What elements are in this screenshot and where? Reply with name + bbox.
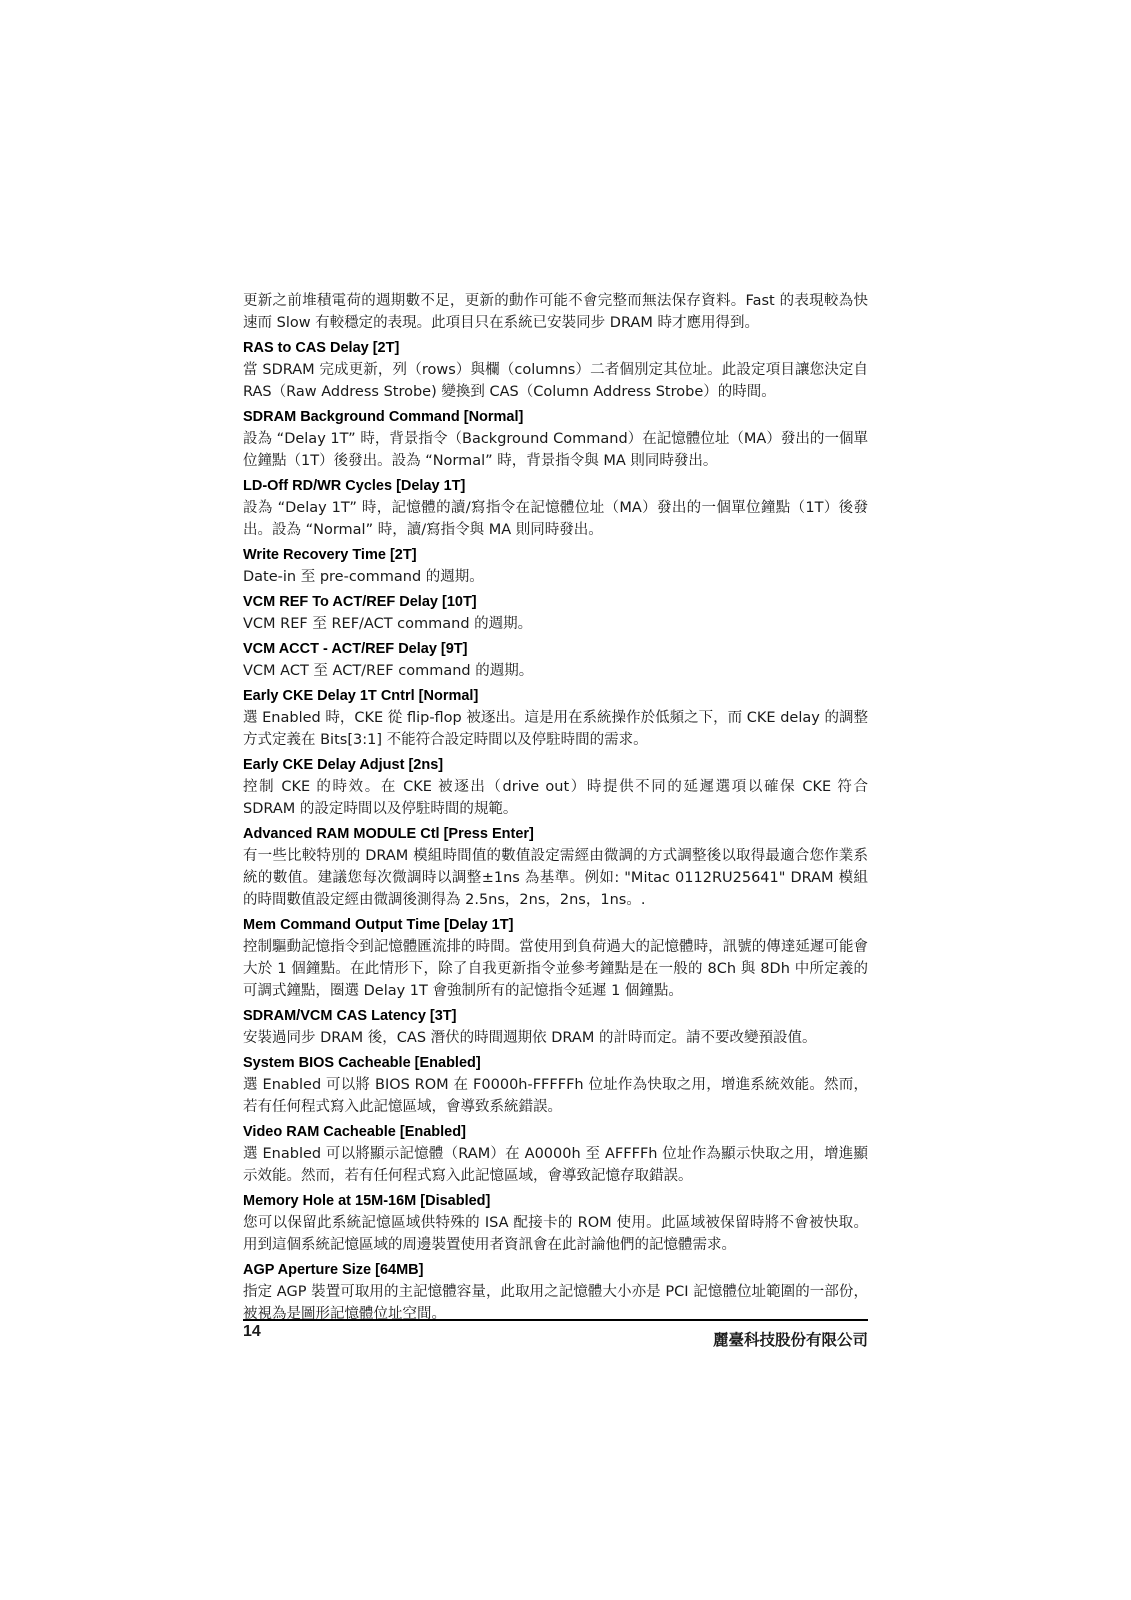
setting-description: 設為 “Delay 1T” 時，記憶體的讀/寫指令在記憶體位址（MA）發出的一個單位鐘點（1T）後發出。設為 “Normal” 時，讀/寫指令與 MA 則同時發出。 [243,500,868,538]
setting-title: VCM REF To ACT/REF Delay [10T] [243,594,477,610]
setting-section [243,338,868,403]
setting-section [243,1191,868,1256]
setting-title: Memory Hole at 15M-16M [Disabled] [243,1193,491,1209]
setting-title: AGP Aperture Size [64MB] [243,1262,424,1278]
setting-section [243,639,868,682]
setting-description: 選 Enabled 可以將 BIOS ROM 在 F0000h-FFFFFh 位址作為快取之用，增進系統效能。然而，若有任何程式寫入此記憶區域，會導致系統錯誤。 [243,1077,868,1115]
company-name: 麗臺科技股份有限公司 [712,1331,868,1349]
setting-description: 指定 AGP 裝置可取用的主記憶體容量，此取用之記憶體大小亦是 PCI 記憶體位址範圍的一部份，被視為是圖形記憶體位址空間。 [243,1284,868,1322]
setting-title: Mem Command Output Time [Delay 1T] [243,917,514,933]
setting-section [243,545,868,588]
setting-title: Advanced RAM MODULE Ctl [Press Enter] [243,826,534,842]
setting-title: Early CKE Delay Adjust [2ns] [243,757,444,773]
setting-section [243,407,868,472]
setting-title: System BIOS Cacheable [Enabled] [243,1055,481,1071]
setting-section [243,1122,868,1187]
setting-description: 控制驅動記憶指令到記憶體匯流排的時間。當使用到負荷過大的記憶體時，訊號的傳達延遲可能會大於 1 個鐘點。在此情形下，除了自我更新指令並參考鐘點是在一般的 8Ch 與 8Dh 中所定義的可調式鐘點，圈選 Delay 1T 會強制所有的記憶指令延遲 1 個鐘點。 [243,939,868,999]
setting-section [243,592,868,635]
setting-section [243,824,868,911]
setting-description: 控制 CKE 的時效。在 CKE 被逐出（drive out）時提供不同的延遲選項以確保 CKE 符合 SDRAM 的設定時間以及停駐時間的規範。 [243,779,868,817]
setting-description: 有一些比較特別的 DRAM 模組時間值的數值設定需經由微調的方式調整後以取得最適合您作業系統的數值。建議您每次微調時以調整±1ns 為基準。例如: "Mitac 0112RU25641" DRAM 模組的時間數值設定經由微調後測得為 2.5ns，2ns，2ns，1ns。. [243,848,868,908]
setting-title: LD-Off RD/WR Cycles [Delay 1T] [243,478,466,494]
intro-paragraph: 更新之前堆積電荷的週期數不足，更新的動作可能不會完整而無法保存資料。Fast 的表現較為快速而 Slow 有較穩定的表現。此項目只在系統已安裝同步 DRAM 時才應用得到。 [243,293,868,331]
setting-title: VCM ACCT - ACT/REF Delay [9T] [243,641,468,657]
setting-title: SDRAM Background Command [Normal] [243,409,524,425]
setting-section [243,1260,868,1325]
setting-section [243,915,868,1002]
manual-page-body [243,290,868,1325]
setting-description: 您可以保留此系統記憶區域供特殊的 ISA 配接卡的 ROM 使用。此區域被保留時將不會被快取。用到這個系統記憶區域的周邊裝置使用者資訊會在此討論他們的記憶體需求。 [243,1215,868,1253]
setting-description: 當 SDRAM 完成更新，列（rows）與欄（columns）二者個別定其位址。此設定項目讓您決定自 RAS（Raw Address Strobe) 變換到 CAS（Column Address Strobe）的時間。 [243,362,868,400]
setting-section [243,686,868,751]
setting-description: VCM ACT 至 ACT/REF command 的週期。 [243,663,534,679]
setting-title: RAS to CAS Delay [2T] [243,340,400,356]
setting-description: VCM REF 至 REF/ACT command 的週期。 [243,616,533,632]
page-number: 14 [243,1323,261,1340]
setting-section [243,1006,868,1049]
setting-section [243,476,868,541]
setting-description: 選 Enabled 可以將顯示記憶體（RAM）在 A0000h 至 AFFFFh 位址作為顯示快取之用，增進顯示效能。然而，若有任何程式寫入此記憶區域，會導致記憶存取錯誤。 [243,1146,868,1184]
setting-title: Video RAM Cacheable [Enabled] [243,1124,466,1140]
setting-section [243,1053,868,1118]
setting-description: 安裝過同步 DRAM 後，CAS 潛伏的時間週期依 DRAM 的計時而定。請不要改變預設值。 [243,1030,817,1046]
page-footer [243,1319,868,1349]
setting-description: 設為 “Delay 1T” 時，背景指令（Background Command）在記憶體位址（MA）發出的一個單位鐘點（1T）後發出。設為 “Normal” 時，背景指令與 MA 則同時發出。 [243,431,868,469]
setting-description: 選 Enabled 時，CKE 從 flip-flop 被逐出。這是用在系統操作於低頻之下，而 CKE delay 的調整方式定義在 Bits[3:1] 不能符合設定時間以及停駐時間的需求。 [243,710,868,748]
setting-description: Date-in 至 pre-command 的週期。 [243,569,484,585]
settings-sections [243,338,868,1325]
setting-section [243,755,868,820]
setting-title: SDRAM/VCM CAS Latency [3T] [243,1008,457,1024]
setting-title: Write Recovery Time [2T] [243,547,417,563]
setting-title: Early CKE Delay 1T Cntrl [Normal] [243,688,479,704]
